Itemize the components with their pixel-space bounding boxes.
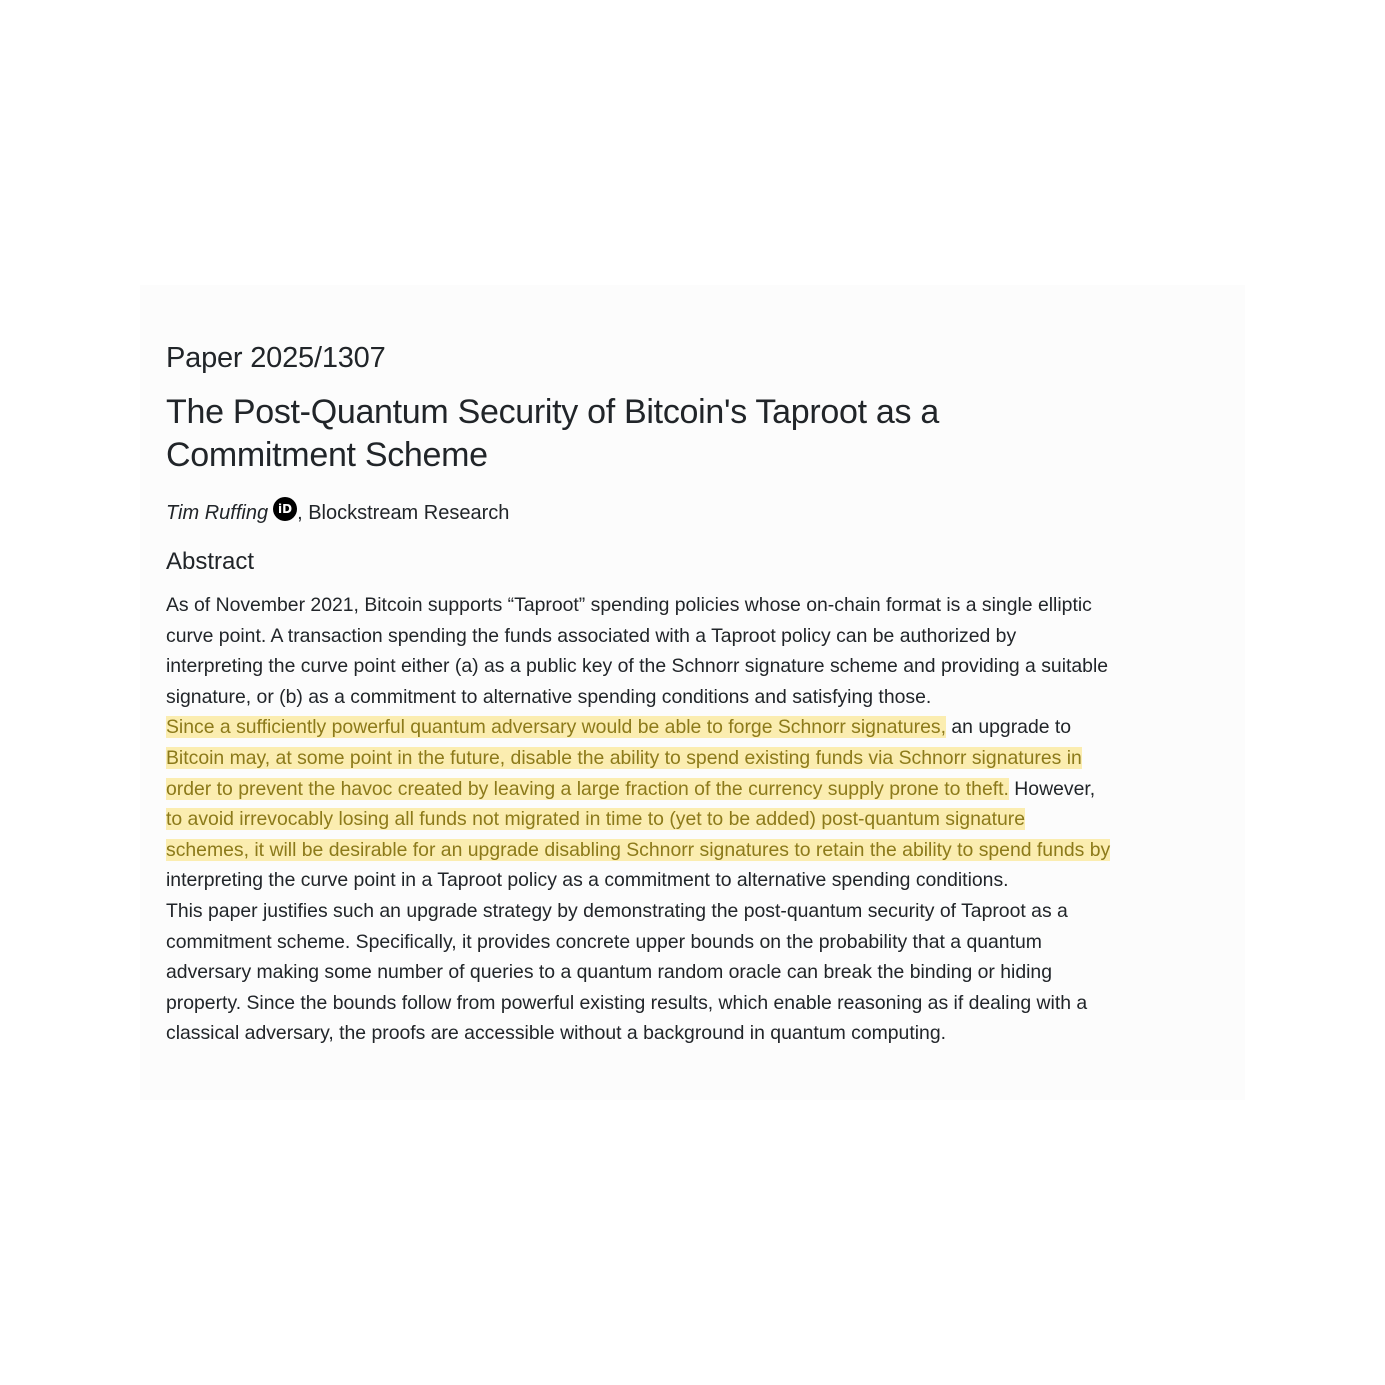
abstract-text: adversary making some number of queries to a quantum random oracle can break the binding or hiding: [166, 961, 1053, 984]
paper-title: The Post-Quantum Security of Bitcoin's Taproot as a Commitment Scheme: [166, 393, 939, 474]
highlighted-text: Since a sufficiently powerful quantum adversary would be able to forge Schnorr signatures,: [166, 716, 947, 739]
abstract-line: [166, 957, 1206, 988]
author-name[interactable]: Tim Ruffing: [166, 502, 269, 524]
abstract-text: signature, or (b) as a commitment to alternative spending conditions and satisfying those.: [166, 685, 932, 708]
abstract-text: classical adversary, the proofs are accessible without a background in quantum computing.: [166, 1022, 946, 1045]
abstract-text: commitment scheme. Specifically, it provides concrete upper bounds on the probability that a quantum: [166, 930, 1042, 953]
abstract-text: interpreting the curve point either (a) as a public key of the Schnorr signature scheme and providing a suitable: [166, 655, 1109, 678]
abstract-line: [166, 927, 1206, 958]
abstract-text: interpreting the curve point in a Taproot policy as a commitment to alternative spending conditions.: [166, 869, 1009, 892]
abstract-body: [166, 590, 1206, 1049]
abstract-line: [166, 774, 1206, 805]
paper-card: [140, 285, 1245, 1100]
highlighted-text: schemes, it will be desirable for an upgrade disabling Schnorr signatures to retain the ability to spend funds by: [166, 838, 1111, 861]
author-affiliation: , Blockstream Research: [297, 502, 510, 524]
abstract-text: As of November 2021, Bitcoin supports “Taproot” spending policies whose on-chain format is a single elliptic: [166, 594, 1092, 616]
highlighted-text: Bitcoin may, at some point in the future, disable the ability to spend existing funds via Schnorr signatures in: [166, 746, 1082, 769]
abstract-text: However,: [1008, 777, 1096, 800]
abstract-line: [166, 865, 1206, 896]
abstract-line: [166, 682, 1206, 713]
highlighted-text: to avoid irrevocably losing all funds not migrated in time to (yet to be added) post-quantum signature: [166, 808, 1026, 831]
abstract-line: [166, 804, 1206, 835]
abstract-line: [166, 1018, 1206, 1049]
orcid-icon[interactable]: iD: [273, 497, 297, 521]
abstract-text: This paper justifies such an upgrade strategy by demonstrating the post-quantum security of Taproot as a: [166, 899, 1068, 922]
abstract-text: property. Since the bounds follow from powerful existing results, which enable reasoning as if dealing with a: [166, 991, 1088, 1014]
abstract-line: [166, 590, 1206, 621]
abstract-text: an upgrade to: [946, 716, 1072, 739]
highlighted-text: order to prevent the havoc created by leaving a large fraction of the currency supply prone to theft.: [166, 777, 1009, 800]
abstract-line: [166, 835, 1206, 866]
author-line: [166, 497, 509, 527]
abstract-line: [166, 988, 1206, 1019]
paper-id: Paper 2025/1307: [166, 342, 386, 374]
abstract-line: [166, 743, 1206, 774]
abstract-text: curve point. A transaction spending the funds associated with a Taproot policy can be authorized by: [166, 624, 1017, 647]
abstract-line: [166, 651, 1206, 682]
abstract-heading: Abstract: [166, 548, 255, 575]
abstract-line: [166, 621, 1206, 652]
abstract-line: [166, 896, 1206, 927]
abstract-line: [166, 712, 1206, 743]
